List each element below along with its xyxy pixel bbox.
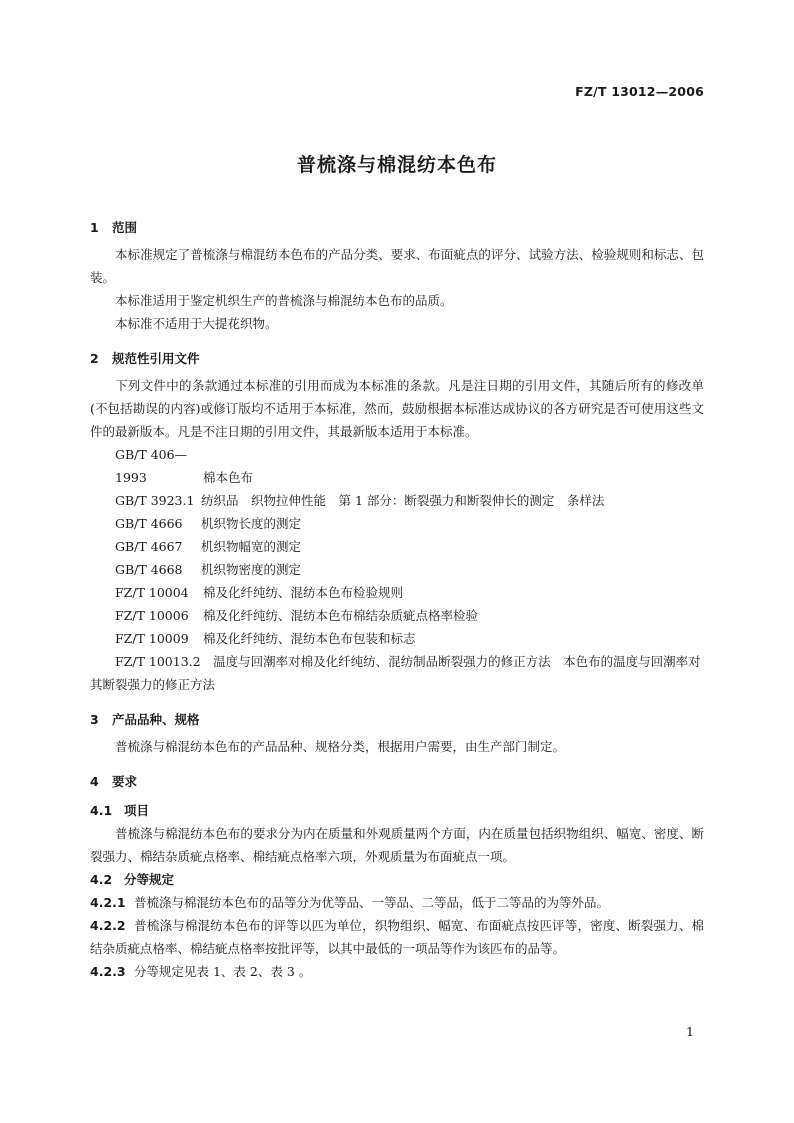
reference-title: 机织物幅宽的测定 [201, 539, 302, 554]
clause-text: 普梳涤与棉混纺本色布的评等以匹为单位，织物组织、幅宽、布面疵点按匹评等，密度、断裂强力、棉结杂质疵点格率、棉结疵点格率按批评等，以其中最低的一项品等作为该匹布的品等。 [90, 918, 704, 956]
reference-item [90, 489, 704, 512]
reference-title: 棉及化纤纯纺、混纺本色布检验规则 [203, 585, 404, 600]
section-4-heading [90, 770, 704, 793]
clause-text: 分等规定见表 1、表 2、表 3 。 [134, 964, 312, 979]
section-title: 分等规定 [124, 872, 175, 887]
reference-title: 棉及化纤纯纺、混纺本色布包装和标志 [203, 631, 416, 646]
clause-number: 4.2.3 [90, 964, 126, 979]
reference-item [90, 581, 704, 604]
reference-title: 机织物长度的测定 [201, 516, 302, 531]
section-4-2-heading [90, 868, 704, 891]
document-body [90, 216, 704, 983]
section-title: 项目 [124, 803, 150, 818]
section-title: 要求 [112, 774, 138, 789]
section-2-heading [90, 347, 704, 370]
section-1-heading [90, 216, 704, 239]
section-number: 4.1 [90, 803, 113, 818]
clause-number: 4.2.2 [90, 918, 126, 933]
paragraph: 本标准适用于鉴定机织生产的普梳涤与棉混纺本色布的品质。 [115, 293, 453, 308]
reference-code: FZ/T 10004 [115, 585, 189, 600]
reference-code: FZ/T 10013.2 [115, 654, 201, 669]
reference-title: 机织物密度的测定 [201, 562, 302, 577]
section-number: 1 [90, 220, 99, 235]
reference-title: 纺织品 织物拉伸性能 第 1 部分：断裂强力和断裂伸长的测定 条样法 [201, 493, 605, 508]
reference-title: 温度与回潮率对棉及化纤纯纺、混纺制品断裂强力的修正方法 本色布的温度与回潮率对其断裂强力的修正方法 [90, 654, 701, 692]
document-title: 普梳涤与棉混纺本色布 [296, 154, 497, 176]
reference-code: GB/T 4667 [115, 539, 183, 554]
reference-title: 棉本色布 [203, 470, 254, 485]
paragraph: 本标准规定了普梳涤与棉混纺本色布的产品分类、要求、布面疵点的评分、试验方法、检验规则和标志、包装。 [90, 247, 704, 285]
reference-code: FZ/T 10009 [115, 631, 189, 646]
paragraph: 普梳涤与棉混纺本色布的产品品种、规格分类，根据用户需要，由生产部门制定。 [115, 739, 566, 754]
reference-item [90, 558, 704, 581]
section-title: 产品品种、规格 [112, 712, 200, 727]
section-number: 4 [90, 774, 99, 789]
section-number: 3 [90, 712, 99, 727]
page-number: 1 [686, 1024, 694, 1039]
section-number: 2 [90, 351, 99, 366]
paragraph: 本标准不适用于大提花织物。 [115, 316, 278, 331]
reference-code: FZ/T 10006 [115, 608, 189, 623]
reference-item [90, 650, 704, 696]
clause-number: 4.2.1 [90, 895, 126, 910]
section-3-heading [90, 708, 704, 731]
clause-4-2-3 [90, 960, 704, 983]
section-title: 范围 [112, 220, 138, 235]
reference-item [90, 535, 704, 558]
section-title: 规范性引用文件 [112, 351, 200, 366]
reference-item [90, 604, 704, 627]
reference-code: GB/T 406—1993 [115, 447, 188, 485]
section-4-1-heading [90, 799, 704, 822]
reference-code: GB/T 4668 [115, 562, 183, 577]
reference-item [90, 627, 704, 650]
paragraph: 普梳涤与棉混纺本色布的要求分为内在质量和外观质量两个方面，内在质量包括织物组织、幅宽、密度、断裂强力、棉结杂质疵点格率、棉结疵点格率六项，外观质量为布面疵点一项。 [90, 826, 704, 864]
standard-code: FZ/T 13012—2006 [575, 84, 704, 99]
clause-4-2-2 [90, 914, 704, 960]
reference-code: GB/T 3923.1 [115, 493, 195, 508]
reference-item [90, 443, 704, 489]
clause-4-2-1 [90, 891, 704, 914]
reference-title: 棉及化纤纯纺、混纺本色布棉结杂质疵点格率检验 [203, 608, 479, 623]
section-number: 4.2 [90, 872, 113, 887]
reference-code: GB/T 4666 [115, 516, 183, 531]
paragraph: 下列文件中的条款通过本标准的引用而成为本标准的条款。凡是注日期的引用文件，其随后所有的修改单(不包括勘误的内容)或修订版均不适用于本标准，然而，鼓励根据本标准达成协议的各方研究是否可使用这些文件的最新版本。凡是不注日期的引用文件，其最新版本适用于本标准。 [90, 378, 704, 439]
reference-item [90, 512, 704, 535]
clause-text: 普梳涤与棉混纺本色布的品等分为优等品、一等品、二等品，低于二等品的为等外品。 [134, 895, 610, 910]
